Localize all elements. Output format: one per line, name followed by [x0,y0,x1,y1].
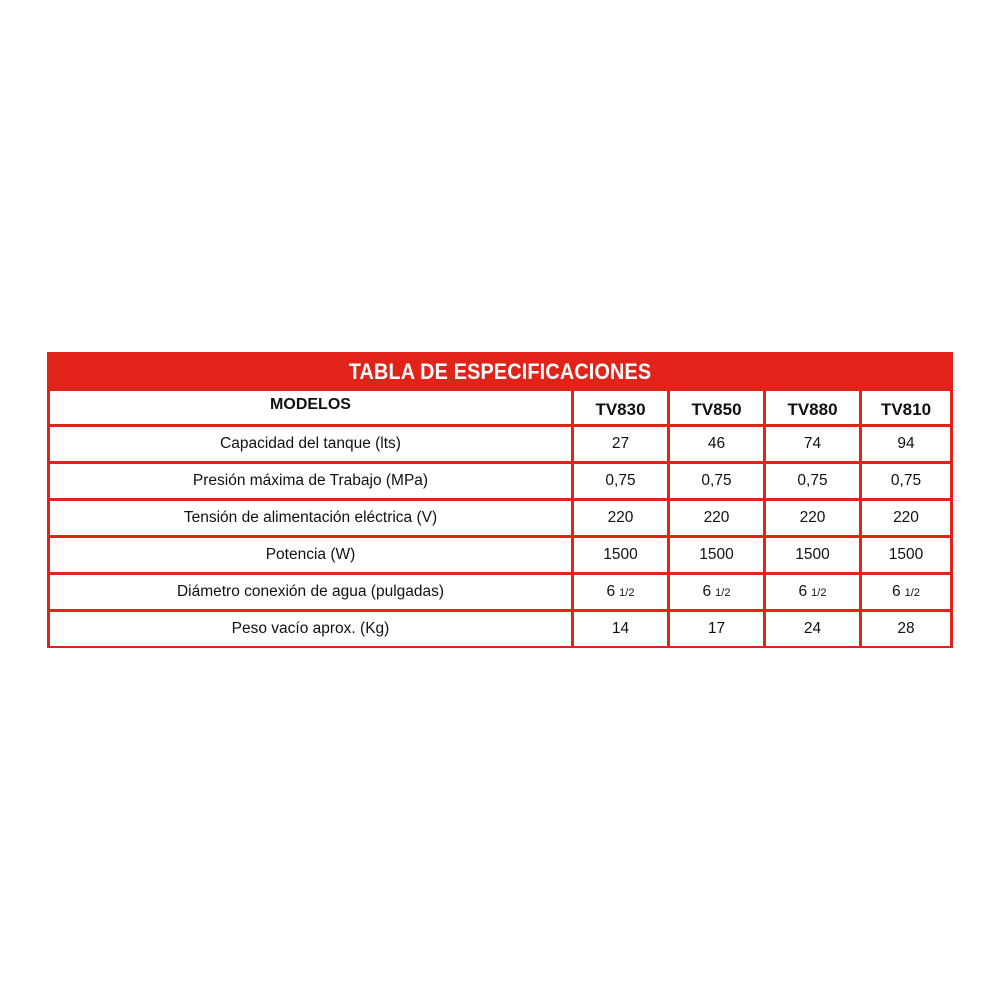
cell-value: 6 [798,583,808,600]
cell-value: 6 [606,583,616,600]
model-header-tv880: TV880 [766,391,862,427]
table-cell: 0,75 [670,464,766,501]
fraction-label: 1/2 [619,587,635,599]
table-cell: 0,75 [766,464,862,501]
models-header: MODELOS [50,391,574,427]
row-label: Presión máxima de Trabajo (MPa) [50,464,574,501]
table-cell: 0,75 [574,464,670,501]
table-cell: 24 [766,612,862,646]
table-cell: 1500 [574,538,670,575]
table-row [50,538,950,575]
fraction-label: 1/2 [904,587,920,599]
header-row [50,391,950,427]
row-label: Peso vacío aprox. (Kg) [50,612,574,646]
model-header-tv830: TV830 [574,391,670,427]
table-cell: 220 [862,501,950,538]
cell-value: 6 [702,583,712,600]
table-cell: 1500 [862,538,950,575]
table-cell: 74 [766,427,862,464]
table-cell: 17 [670,612,766,646]
cell-value: 6 [892,583,901,600]
table-cell: 27 [574,427,670,464]
table-cell: 220 [574,501,670,538]
fraction-label: 1/2 [811,587,827,599]
table-cell: 0,75 [862,464,950,501]
table-cell: 14 [574,612,670,646]
table-cell: 1500 [670,538,766,575]
table-cell: 220 [766,501,862,538]
fraction-label: 1/2 [715,587,731,599]
table-cell: 1500 [766,538,862,575]
model-header-tv850: TV850 [670,391,766,427]
model-header-tv810: TV810 [862,391,950,427]
table-row [50,612,950,646]
row-label: Capacidad del tanque (lts) [50,427,574,464]
table-row [50,501,950,538]
table-cell: 94 [862,427,950,464]
table-cell: 28 [862,612,950,646]
row-label: Potencia (W) [50,538,574,575]
table-title: TABLA DE ESPECIFICACIONES [348,359,652,384]
table-row [50,575,950,612]
table-cell: 46 [670,427,766,464]
table-cell [766,575,862,612]
row-label: Diámetro conexión de agua (pulgadas) [50,575,574,612]
spec-table-container [47,352,953,648]
table-cell [670,575,766,612]
row-label: Tensión de alimentación eléctrica (V) [50,501,574,538]
table-row [50,427,950,464]
table-cell: 220 [670,501,766,538]
table-row [50,464,950,501]
table-cell [574,575,670,612]
table-cell [862,575,950,612]
spec-table [50,391,950,646]
